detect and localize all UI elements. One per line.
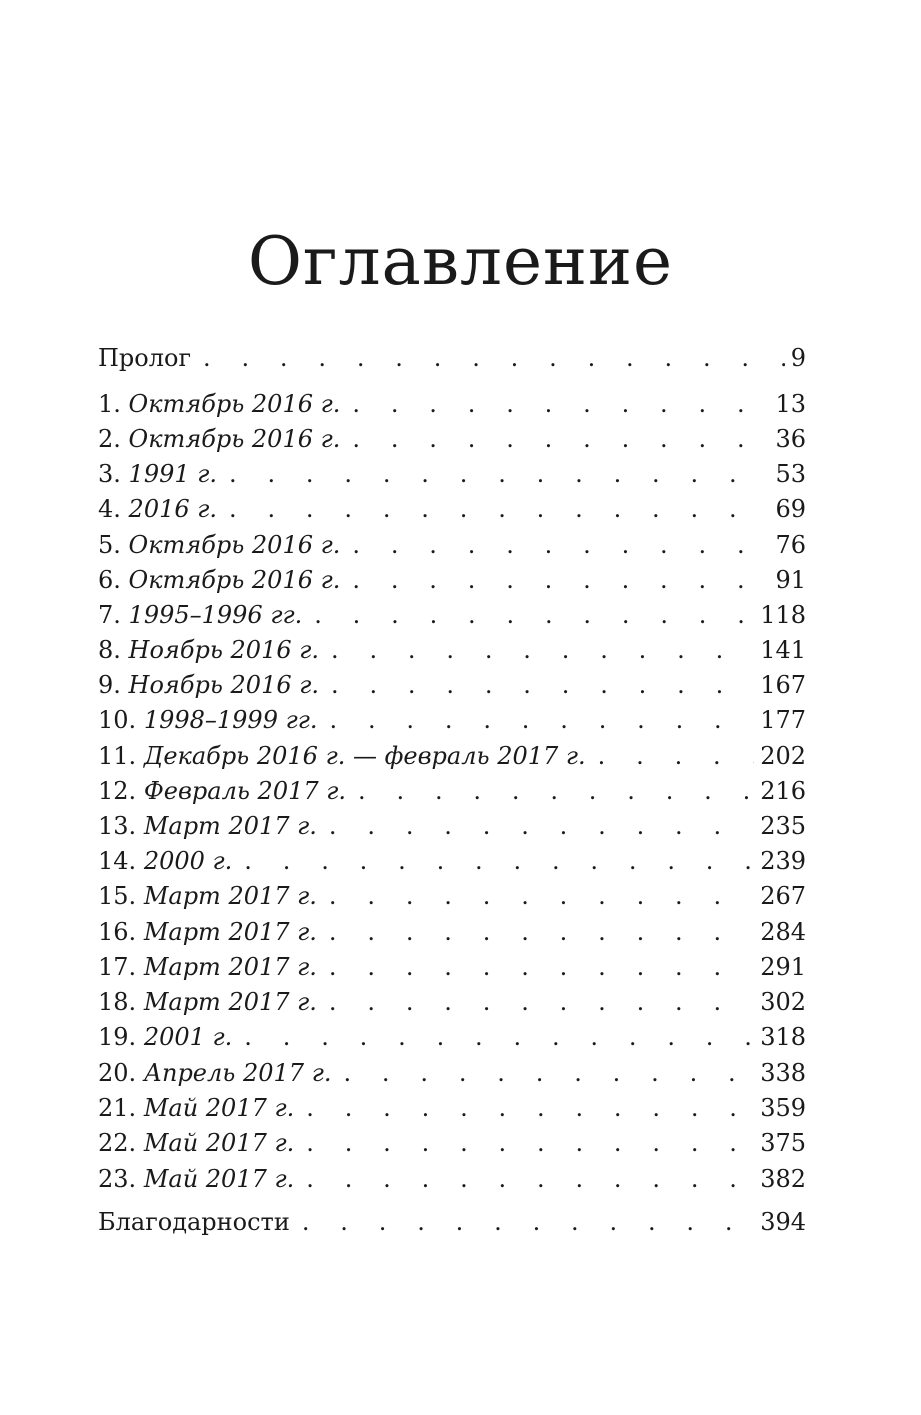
chapter-number: 14. (98, 847, 137, 875)
chapter-number: 23. (98, 1165, 137, 1193)
chapter-number: 5. (98, 531, 121, 559)
chapter-number: 21. (98, 1094, 137, 1122)
chapter-title: 2016 г. (128, 495, 218, 523)
toc-page-number: 13 (769, 387, 806, 421)
dot-leader (314, 598, 754, 632)
toc-entry-chapter[interactable] (98, 633, 806, 667)
dot-leader (306, 1091, 754, 1125)
chapter-number: 6. (98, 566, 121, 594)
chapter-number: 17. (98, 953, 137, 981)
toc-page-number: 235 (754, 809, 806, 843)
chapter-number: 11. (98, 742, 137, 770)
toc-page-number: 53 (769, 457, 806, 491)
dot-leader (329, 985, 754, 1019)
dot-leader (331, 668, 754, 702)
page-title: Оглавление (247, 223, 674, 300)
toc-page-number: 167 (754, 668, 806, 702)
toc-page-number: 36 (769, 422, 806, 456)
dot-leader (244, 1020, 754, 1054)
chapter-number: 19. (98, 1023, 137, 1051)
chapter-number: 2. (98, 425, 121, 453)
toc-entry-chapter[interactable] (98, 879, 806, 913)
dot-leader (352, 387, 769, 421)
toc-page-number: 382 (754, 1162, 806, 1196)
toc-entry-chapter[interactable] (98, 844, 806, 878)
toc-page-number: 202 (754, 739, 806, 773)
chapter-number: 10. (98, 706, 137, 734)
toc-page-number: 141 (754, 633, 806, 667)
chapter-number: 22. (98, 1129, 137, 1157)
toc-entry-chapter[interactable] (98, 1162, 806, 1196)
toc-entry-chapter[interactable] (98, 950, 806, 984)
chapter-title: Май 2017 г. (143, 1129, 295, 1157)
toc-entry-label: Пролог (98, 341, 203, 375)
toc-page-number: 338 (754, 1056, 806, 1090)
toc-entry-label: Благодарности (98, 1205, 302, 1239)
chapter-title: 1998–1999 гг. (143, 706, 318, 734)
toc-entry-acknowledgements[interactable] (98, 1205, 806, 1239)
chapter-title: Март 2017 г. (143, 988, 317, 1016)
toc-entry-chapter[interactable] (98, 528, 806, 562)
chapter-title: Октябрь 2016 г. (128, 531, 341, 559)
toc-page-number: 76 (769, 528, 806, 562)
chapter-title: Март 2017 г. (143, 812, 317, 840)
toc-entry-chapter[interactable] (98, 563, 806, 597)
dot-leader (229, 492, 769, 526)
toc-page-number: 69 (769, 492, 806, 526)
toc-page-number: 239 (754, 844, 806, 878)
dot-leader (358, 774, 754, 808)
toc-entry-chapter[interactable] (98, 774, 806, 808)
toc-entry-chapter[interactable] (98, 422, 806, 456)
chapter-title: Декабрь 2016 г. — февраль 2017 г. (143, 742, 586, 770)
dot-leader (302, 1205, 754, 1239)
chapter-title: Март 2017 г. (143, 918, 317, 946)
toc-page-number: 375 (754, 1126, 806, 1160)
dot-leader (329, 809, 754, 843)
dot-leader (352, 528, 769, 562)
toc-page-number: 302 (754, 985, 806, 1019)
toc-entry-chapter[interactable] (98, 985, 806, 1019)
chapter-title: Октябрь 2016 г. (128, 425, 341, 453)
chapter-number: 4. (98, 495, 121, 523)
dot-leader (329, 879, 754, 913)
chapter-title: 1991 г. (128, 460, 218, 488)
chapter-number: 9. (98, 671, 121, 699)
toc-page-number: 394 (754, 1205, 806, 1239)
chapter-title: Март 2017 г. (143, 953, 317, 981)
dot-leader (352, 422, 769, 456)
toc-entry-chapter[interactable] (98, 1126, 806, 1160)
chapter-title: Май 2017 г. (143, 1165, 295, 1193)
toc-entry-chapter[interactable] (98, 739, 806, 773)
dot-leader (352, 563, 769, 597)
chapter-title: Октябрь 2016 г. (128, 390, 341, 418)
dot-leader (203, 341, 785, 375)
chapter-number: 13. (98, 812, 137, 840)
toc-page-number: 359 (754, 1091, 806, 1125)
chapter-number: 3. (98, 460, 121, 488)
chapter-title: Февраль 2017 г. (143, 777, 347, 805)
toc-page-number: 91 (769, 563, 806, 597)
chapter-number: 8. (98, 636, 121, 664)
toc-page-number: 118 (754, 598, 806, 632)
dot-leader (598, 739, 755, 773)
chapter-title: 2000 г. (143, 847, 233, 875)
toc-entry-chapter[interactable] (98, 1020, 806, 1054)
chapter-number: 16. (98, 918, 137, 946)
toc-entry-chapter[interactable] (98, 598, 806, 632)
toc-page-number: 284 (754, 915, 806, 949)
chapter-number: 18. (98, 988, 137, 1016)
chapter-number: 12. (98, 777, 137, 805)
dot-leader (331, 633, 754, 667)
toc-entry-prologue[interactable] (98, 341, 806, 375)
toc-page-number: 318 (754, 1020, 806, 1054)
dot-leader (229, 457, 769, 491)
chapter-number: 1. (98, 390, 121, 418)
toc-entry-chapter[interactable] (98, 809, 806, 843)
toc-entry-chapter[interactable] (98, 703, 806, 737)
chapter-number: 7. (98, 601, 121, 629)
chapter-title: Ноябрь 2016 г. (128, 671, 319, 699)
toc-page-number: 216 (754, 774, 806, 808)
chapter-title: Март 2017 г. (143, 882, 317, 910)
chapter-title: Октябрь 2016 г. (128, 566, 341, 594)
toc-entry-chapter[interactable] (98, 1056, 806, 1090)
dot-leader (329, 703, 754, 737)
chapter-title: Апрель 2017 г. (143, 1059, 332, 1087)
chapter-title: Ноябрь 2016 г. (128, 636, 319, 664)
toc-entry-chapter[interactable] (98, 387, 806, 421)
toc-entry-chapter[interactable] (98, 1091, 806, 1125)
dot-leader (329, 950, 754, 984)
toc-page-number: 177 (754, 703, 806, 737)
chapter-title: 2001 г. (143, 1023, 233, 1051)
toc-page-number: 267 (754, 879, 806, 913)
dot-leader (343, 1056, 754, 1090)
dot-leader (244, 844, 754, 878)
dot-leader (306, 1126, 754, 1160)
dot-leader (306, 1162, 754, 1196)
chapter-title: 1995–1996 гг. (128, 601, 303, 629)
toc-page-number: 9 (785, 341, 806, 375)
chapter-number: 20. (98, 1059, 137, 1087)
toc-page-number: 291 (754, 950, 806, 984)
dot-leader (329, 915, 754, 949)
toc-entry-chapter[interactable] (98, 492, 806, 526)
chapter-number: 15. (98, 882, 137, 910)
toc-entry-chapter[interactable] (98, 668, 806, 702)
toc-entry-chapter[interactable] (98, 915, 806, 949)
chapter-title: Май 2017 г. (143, 1094, 295, 1122)
toc-entry-chapter[interactable] (98, 457, 806, 491)
